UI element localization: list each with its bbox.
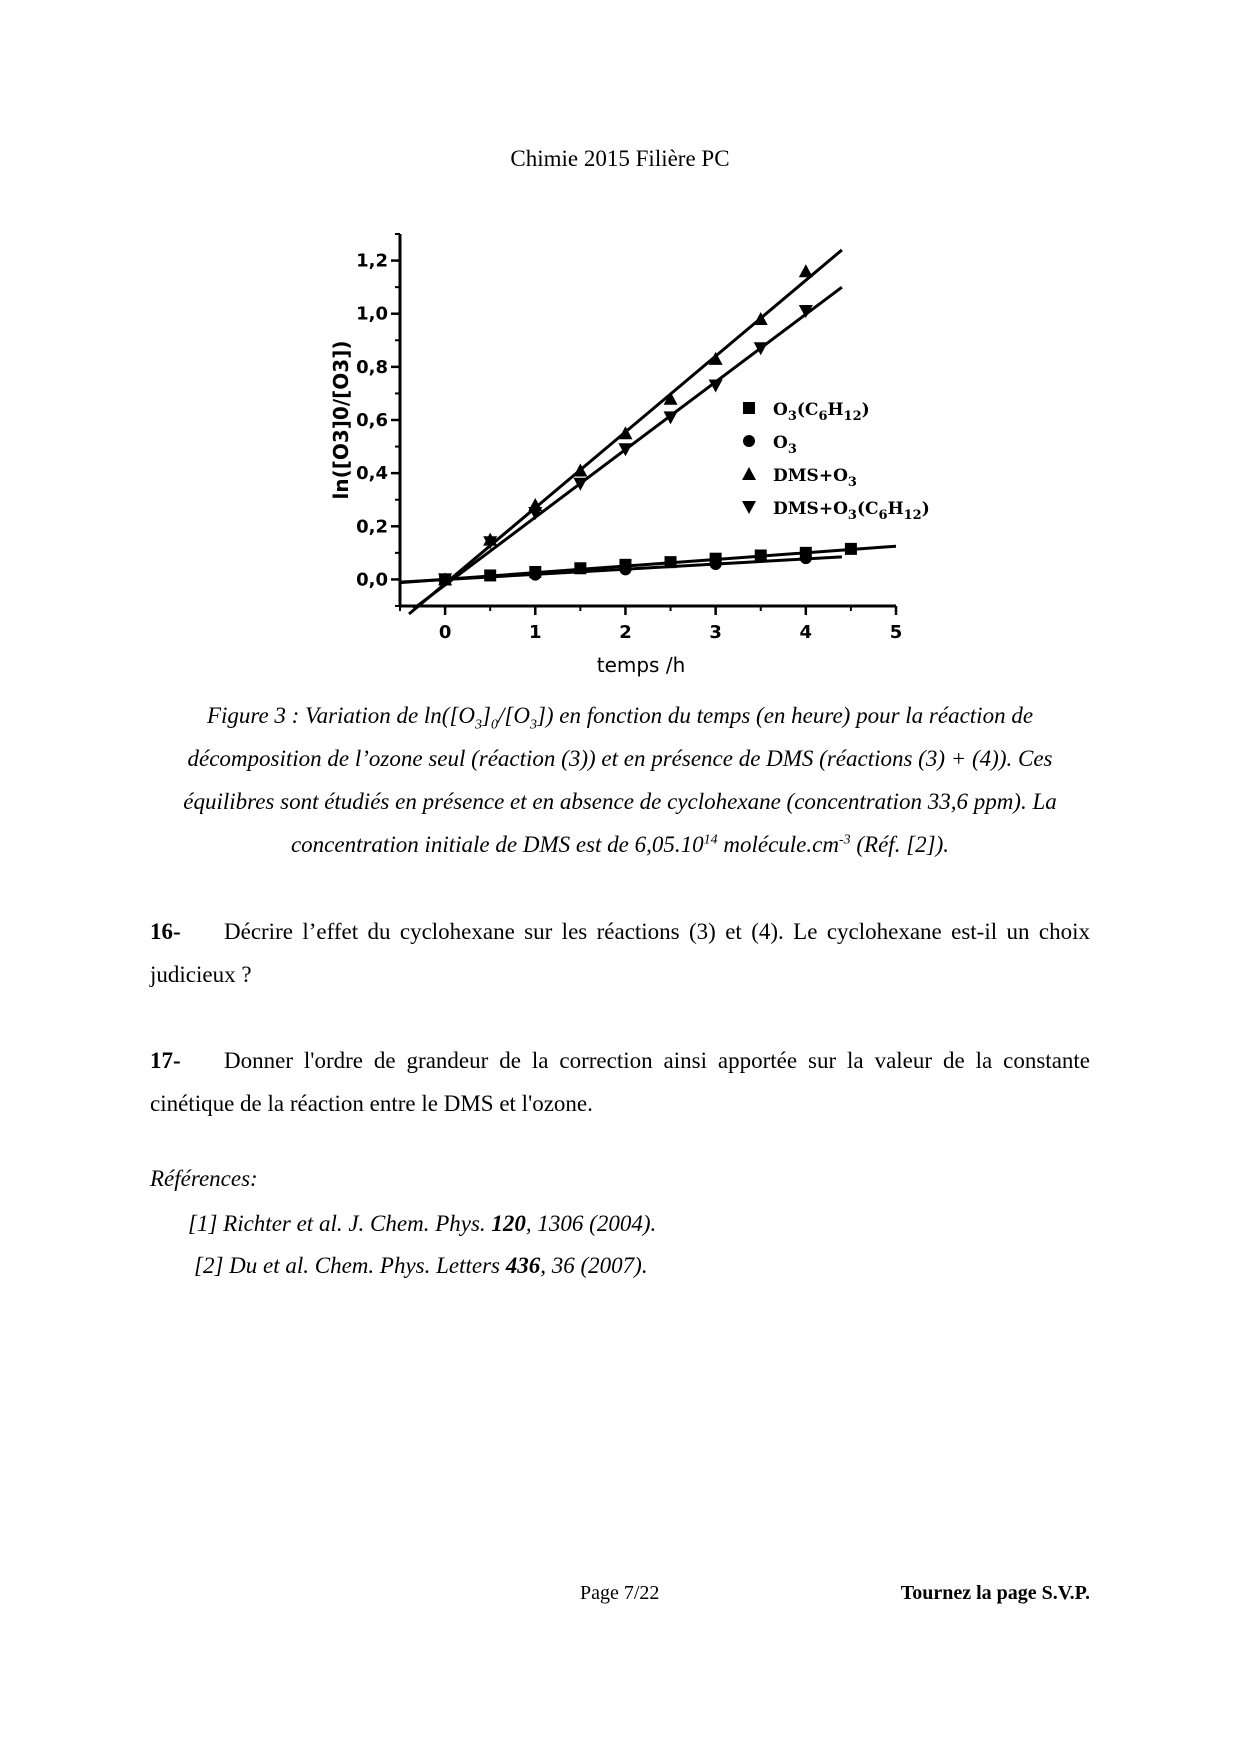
question-16 xyxy=(150,910,1090,996)
y-tick-label: 1,2 xyxy=(356,250,388,272)
reference-1: [1] Richter et al. J. Chem. Phys. 120, 1306 (2004). xyxy=(188,1211,657,1236)
page-number: Page 7/22 xyxy=(580,1582,660,1604)
x-tick-label: 5 xyxy=(889,622,903,643)
turn-page-note: Tournez la page S.V.P. xyxy=(900,1582,1090,1604)
data-point xyxy=(800,552,812,564)
x-tick-label: 3 xyxy=(709,622,722,643)
legend-entry: $O_3$ xyxy=(773,433,797,457)
y-tick-label: 1,0 xyxy=(356,303,388,325)
figure-caption: Figure 3 : Variation de $\ln([O_3]_0/[O_3])$ en fonction du temps (en heure) pour la réaction de décomposition de l’ozone seul (réaction (3)) et en présence de DMS (réactions (3) + (4)). Ces équilibres sont étudiés en présence et en absence de cyclohexane (concentration 33,6 ppm). La concentration initiale de DMS est de 6,05.10$^{14}$ $molécule.cm^{-3}$ (Réf. [2]). xyxy=(183,703,1057,857)
legend-entry: $DMS+O_3$ xyxy=(773,466,857,490)
question-text: Donner l'ordre de grandeur de la correction ainsi apportée sur la valeur de la constante cinétique de la réaction entre le DMS et l'ozone. xyxy=(150,1048,1090,1116)
data-point xyxy=(710,558,722,570)
x-tick-label: 1 xyxy=(529,622,542,643)
data-point xyxy=(484,569,496,581)
data-point xyxy=(845,543,857,555)
reference-2: [2] Du et al. Chem. Phys. Letters 436, 36 (2007). xyxy=(194,1253,648,1278)
legend-entry: $DMS+O_3(C_6H_{12})$ xyxy=(773,499,930,523)
y-tick-label: 0,8 xyxy=(356,356,388,378)
x-tick-label: 4 xyxy=(799,622,813,643)
references-title: Références: xyxy=(150,1166,258,1191)
legend-marker xyxy=(742,467,756,480)
data-point xyxy=(574,562,586,574)
y-axis-label: ln([O3]0/[O3]) xyxy=(329,340,353,500)
page-header: Chimie 2015 Filière PC xyxy=(510,146,730,171)
data-point xyxy=(619,563,631,575)
y-tick-label: 0,2 xyxy=(356,516,388,538)
y-tick-label: 0,6 xyxy=(356,410,388,431)
legend-marker xyxy=(743,402,755,414)
data-point xyxy=(755,550,767,562)
y-tick-label: 0,4 xyxy=(356,463,388,485)
question-number: 17- xyxy=(150,1048,181,1073)
figure-3-chart xyxy=(318,228,930,678)
y-tick-label: 0,0 xyxy=(356,569,388,591)
legend-marker xyxy=(743,435,755,447)
data-point xyxy=(799,264,813,277)
x-axis-label: temps /h xyxy=(596,653,686,677)
data-point xyxy=(529,569,541,581)
question-number: 16- xyxy=(150,919,181,944)
question-17 xyxy=(150,1039,1090,1125)
data-point xyxy=(665,556,677,568)
question-text: Décrire l’effet du cyclohexane sur les réactions (3) et (4). Le cyclohexane est-il un choix judicieux ? xyxy=(150,919,1090,987)
x-tick-label: 0 xyxy=(438,622,452,643)
x-tick-label: 2 xyxy=(619,622,632,643)
legend-marker xyxy=(742,501,756,514)
legend-entry: $O_3(C_6H_{12})$ xyxy=(773,400,870,424)
